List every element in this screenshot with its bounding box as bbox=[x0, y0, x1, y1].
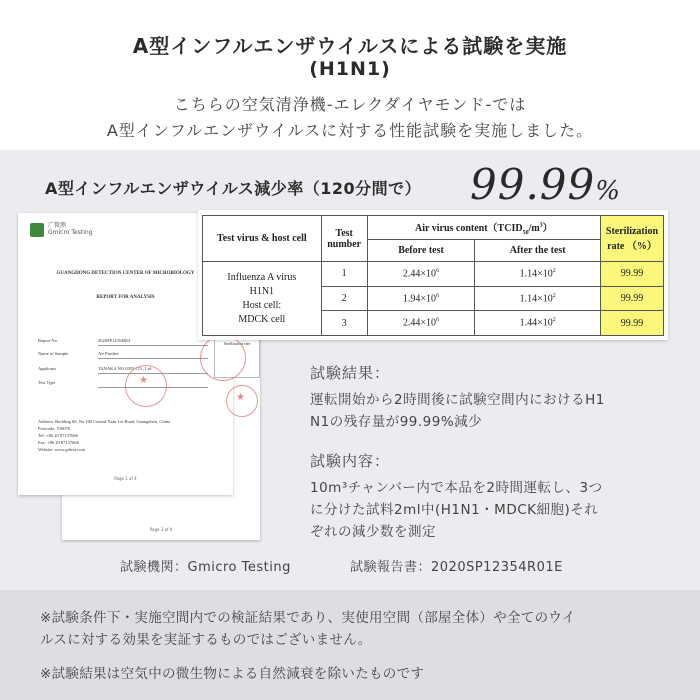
test-content-line-3: ぞれの減少数を測定 bbox=[310, 524, 436, 540]
test-content-heading: 試験内容： bbox=[310, 452, 391, 470]
test-content-line-2: に分けた試料2ml中(H1N1・MDCK細胞)それ bbox=[310, 502, 599, 518]
header-test-number: Test number bbox=[321, 216, 367, 262]
report-postcode: Postcode: 510070 bbox=[38, 426, 71, 431]
gmicro-logo-icon bbox=[30, 223, 44, 237]
note-2: ※試験結果は空気中の微生物による自然減衰を除いたものです bbox=[40, 666, 425, 682]
report-field-label: Report No. bbox=[38, 338, 58, 343]
report-title: REPORT FOR ANALYSIS bbox=[96, 295, 155, 300]
report-website: Website: www.gdtest.com bbox=[38, 447, 85, 452]
table-row bbox=[203, 262, 664, 287]
test-number-cell: 3 bbox=[321, 311, 367, 336]
report-logo-cn: 广微测 bbox=[48, 222, 67, 229]
reduction-rate-value bbox=[470, 160, 621, 209]
note-1-line-2: ルスに対する効果を実証するものではございません。 bbox=[40, 632, 372, 648]
intro-line-1: こちらの空気清浄機-エレクダイヤモンド-では bbox=[173, 95, 527, 114]
test-content-line-1: 10m³チャンバー内で本品を2時間運転し、3つ bbox=[310, 480, 603, 496]
test-number-cell: 2 bbox=[321, 286, 367, 311]
reduction-rate-label: A型インフルエンザウイルス減少率（120分間で） bbox=[45, 179, 422, 198]
report-field-label: Name of Sample bbox=[38, 351, 69, 356]
sterilization-rate-cell: 99.99 bbox=[601, 311, 664, 336]
sterilization-rate-cell: 99.99 bbox=[601, 286, 664, 311]
test-number-cell: 1 bbox=[321, 262, 367, 287]
title-line-1: A型インフルエンザウイルスによる試験を実施 bbox=[132, 34, 568, 58]
before-test-cell: $2.44\times 10^6$ bbox=[367, 311, 475, 336]
test-results-line-2: N1の残存量が99.99%減少 bbox=[310, 414, 483, 430]
note-1-line-1: ※試験条件下・実施空間内での検証結果であり、実使用空間（部屋全体）や全てのウイ bbox=[40, 610, 576, 626]
sterilization-rate-cell: 99.99 bbox=[601, 262, 664, 287]
report-field-label: Applicant bbox=[38, 366, 56, 371]
table-header-row bbox=[203, 216, 664, 240]
report-logo-en: Gmicro Testing bbox=[48, 229, 93, 236]
before-test-cell: $2.44\times 10^6$ bbox=[367, 262, 475, 287]
virus-cell: Influenza A virus H1N1 Host cell: MDCK cell bbox=[203, 262, 322, 336]
intro-line-2: A型インフルエンザウイルスに対する性能試験を実施しました。 bbox=[106, 121, 594, 140]
report-field-line bbox=[98, 345, 208, 346]
test-agency: 試験機関：Gmicro Testing bbox=[120, 560, 291, 575]
report-side-col-label: Sterilization rate bbox=[223, 341, 251, 346]
title-line-2: (H1N1) bbox=[309, 58, 391, 80]
official-stamp bbox=[125, 365, 167, 407]
header-air-virus-content: Air virus $content(TCID_{50}/m^3)$ bbox=[367, 216, 600, 240]
report-page-number-back: Page 3 of 4 bbox=[149, 527, 173, 532]
header-virus: Test virus & host cell bbox=[203, 216, 322, 262]
after-test-cell: $1.14\times 10^2$ bbox=[475, 262, 601, 287]
report-fax: Fax: +86 20 87137668 bbox=[38, 440, 79, 445]
report-field-value: 2020SP12354R01 bbox=[98, 338, 131, 343]
report-address-block bbox=[38, 418, 170, 453]
report-logo-text bbox=[48, 222, 92, 236]
report-field-value: TANAKA NO GEN CO., Ltd. bbox=[98, 366, 153, 371]
report-field-label: Test Type bbox=[38, 380, 56, 385]
header-after-test: After the test bbox=[475, 240, 601, 262]
stamp-star-icon: ★ bbox=[139, 375, 148, 386]
after-test-cell: $1.14\times 10^2$ bbox=[475, 286, 601, 311]
test-report-number: 試験報告書：2020SP12354R01E bbox=[350, 560, 563, 575]
results-table bbox=[202, 215, 664, 336]
header-section bbox=[0, 0, 700, 150]
test-results-line-1: 運転開始から2時間後に試験空間内におけるH1 bbox=[310, 392, 605, 408]
header-sterilization-rate: Sterilization rate （%） bbox=[601, 216, 664, 262]
reduction-rate-unit: % bbox=[595, 176, 621, 206]
report-address: Address: Building 66, No.100 Central Xian Lie Road, Guangzhou, China bbox=[38, 419, 171, 424]
report-field-line bbox=[98, 358, 208, 359]
report-center-name: GUANGDONG DETECTION CENTER OF MICROBIOLOGY bbox=[56, 271, 195, 276]
report-tel: Tel: +86 20 87137666 bbox=[38, 433, 78, 438]
reduction-rate-number: 99.99 bbox=[470, 160, 596, 209]
report-field-value: Air Purifier bbox=[98, 351, 119, 356]
test-results-heading: 試験結果： bbox=[310, 364, 391, 382]
header-before-test: Before test bbox=[367, 240, 475, 262]
before-test-cell: $1.94\times 10^6$ bbox=[367, 286, 475, 311]
results-table-card bbox=[198, 210, 668, 340]
official-stamp bbox=[200, 335, 246, 381]
report-page-number-front: Page 1 of 4 bbox=[114, 476, 137, 481]
after-test-cell: $1.44\times 10^2$ bbox=[475, 311, 601, 336]
stamp-star-icon: ★ bbox=[236, 392, 245, 403]
